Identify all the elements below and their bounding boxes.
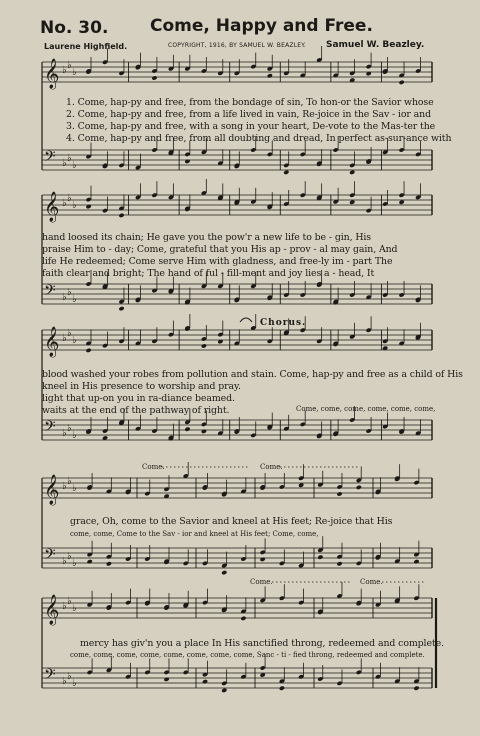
sys5-treble-flat-icon: ♭ [72,603,77,614]
sys1-bass-note [184,159,190,164]
s2-verse-4: faith clear and bright; The hand of ful - fill-ment and joy lies a - head, It [42,268,375,279]
s2-verse-2: praise Him to - day; Come, grateful that you His ap - prov - al may gain, And [42,244,398,255]
sys1-treble-flat-icon: ♭ [72,67,77,78]
s4-come-b: Come. [260,463,283,471]
sys1-bass-bass-clef-icon: 𝄢 [44,148,56,169]
sys5-treble-note [240,616,246,621]
s1-verse-3: 3. Come, hap-py and free, with a song in your heart, De-vote to the Mas-ter the [66,121,436,132]
sys4-bass-note [106,561,112,566]
sys1-treble-flat-icon: ♭ [67,60,72,71]
sys5-treble-flat-icon: ♭ [62,601,67,612]
sys2-treble-flat-icon: ♭ [67,193,72,204]
s3-verse-4: waits at the end of the pathway of right. [42,405,230,416]
sys2-treble-note [118,213,124,218]
sys4-treble-flat-icon: ♭ [62,481,67,492]
sys4-bass-note [336,561,342,566]
sys2-bass-flat-icon: ♭ [67,287,72,298]
sys5-bass-note [413,686,419,691]
sys1-treble-treble-clef-icon: 𝄞 [44,59,60,89]
sys4-bass-note [221,570,227,575]
sys4-bass-flat-icon: ♭ [72,558,77,569]
sys2-treble-treble-clef-icon: 𝄞 [44,192,60,222]
sys5-bass-bass-clef-icon: 𝄢 [44,666,56,687]
sys2-bass-note [118,306,124,311]
s1-verse-1: 1. Come, hap-py and free, from the bondage of sin, To hon-or the Savior whose [66,97,434,108]
s3-bass-echo: Come, come, come, come, come, come, [296,405,436,413]
sys3-treble-flat-icon: ♭ [72,335,77,346]
sys2-treble-flat-icon: ♭ [72,200,77,211]
s4-bass-line: come, come, Come to the Sav - ior and kneel at His feet; Come, come, [70,530,319,538]
sys5-bass-note [202,679,208,684]
sys4-bass-note [413,559,419,564]
sys2-bass-flat-icon: ♭ [62,292,67,303]
s2-verse-1: hand loosed its chain; He gave you the pow'r a new life to be - gin, His [42,232,372,243]
sys5-bass-flat-icon: ♭ [67,671,72,682]
sys3-treble-flat-icon: ♭ [67,328,72,339]
sys5-bass-flat-icon: ♭ [72,678,77,689]
sys3-bass-flat-icon: ♭ [62,428,67,439]
hymn-number: No. 30. [40,18,109,38]
lyricist-credit: Laurene Highfield. [44,42,128,51]
sys3-bass-bass-clef-icon: 𝄢 [44,418,56,439]
sys1-bass-flat-icon: ♭ [72,160,77,171]
sys3-bass-flat-icon: ♭ [67,423,72,434]
s5-come-b: Come. [360,578,383,586]
sys3-treble-flat-icon: ♭ [62,333,67,344]
sys3-treble-note [85,348,91,353]
sys3-bass-note [184,427,190,432]
sys5-treble-treble-clef-icon: 𝄞 [44,595,60,625]
s4-come-a: Come. [142,463,165,471]
copyright-notice: COPYRIGHT, 1916, BY SAMUEL W. BEAZLEY. [168,42,306,49]
fermata-icon [240,318,252,322]
sys5-bass-flat-icon: ♭ [62,676,67,687]
sys4-bass-note [87,559,93,564]
sys1-bass-note [283,170,289,175]
sys1-treble-note [267,73,273,78]
sys5-bass-note [221,688,227,693]
sys2-bass-bass-clef-icon: 𝄢 [44,282,56,303]
s1-verse-4: 4. Come, hap-py and free, from all doubting and dread, In perfect as-sur-ance with [66,133,452,144]
sys4-bass-note [317,555,323,560]
sys3-treble-treble-clef-icon: 𝄞 [44,327,60,357]
sys1-treble-note [151,75,157,80]
sys4-treble-note [336,491,342,496]
sys4-treble-note [356,485,362,490]
sys3-bass-note [201,429,207,434]
s4-lyric: grace, Oh, come to the Savior and kneel at His feet; Re-joice that His [70,516,393,527]
s5-lyric: mercy has giv'n you a place In His sanctified throng, redeemed and complete. [80,638,444,649]
s3-verse-1: blood washed your robes from pollution and stain. Come, hap-py and free as a child of His [42,369,463,380]
sys1-bass-flat-icon: ♭ [62,158,67,169]
chorus-label: Chorus. [260,318,307,328]
s2-verse-3: life He redeemed; Come serve Him with gladness, and free-ly im - part The [42,256,393,267]
sys4-bass-note [260,557,266,562]
sys4-bass-flat-icon: ♭ [67,551,72,562]
sys1-treble-flat-icon: ♭ [62,65,67,76]
s5-bass-line: come, come, come, come, come, come, come, come, Sanc - ti - fied throng, redeemed and complete. [70,651,425,659]
sys1-treble-note [399,80,405,85]
sys4-treble-flat-icon: ♭ [67,476,72,487]
sys1-bass-note [349,170,355,175]
sys5-bass-note [163,677,169,682]
sys5-treble-flat-icon: ♭ [67,596,72,607]
sys4-bass-flat-icon: ♭ [62,556,67,567]
sys3-bass-flat-icon: ♭ [72,430,77,441]
sys2-bass-flat-icon: ♭ [72,294,77,305]
s3-verse-3: light that up-on you in ra-diance beamed. [42,393,235,404]
sys1-bass-flat-icon: ♭ [67,153,72,164]
sys5-bass-note [279,686,285,691]
s1-verse-2: 2. Come, hap-py and free, from a life lived in vain, Re-joice in the Sav - ior and [66,109,432,120]
s5-come-a: Come. [250,578,273,586]
sys4-bass-bass-clef-icon: 𝄢 [44,546,56,567]
sys2-treble-flat-icon: ♭ [62,198,67,209]
composer-credit: Samuel W. Beazley. [326,40,425,50]
sys4-treble-treble-clef-icon: 𝄞 [44,475,60,505]
sys4-treble-flat-icon: ♭ [72,483,77,494]
hymn-title: Come, Happy and Free. [150,16,373,36]
sys3-treble-note [201,343,207,348]
s3-verse-2: kneel in His presence to worship and pray. [42,381,241,392]
